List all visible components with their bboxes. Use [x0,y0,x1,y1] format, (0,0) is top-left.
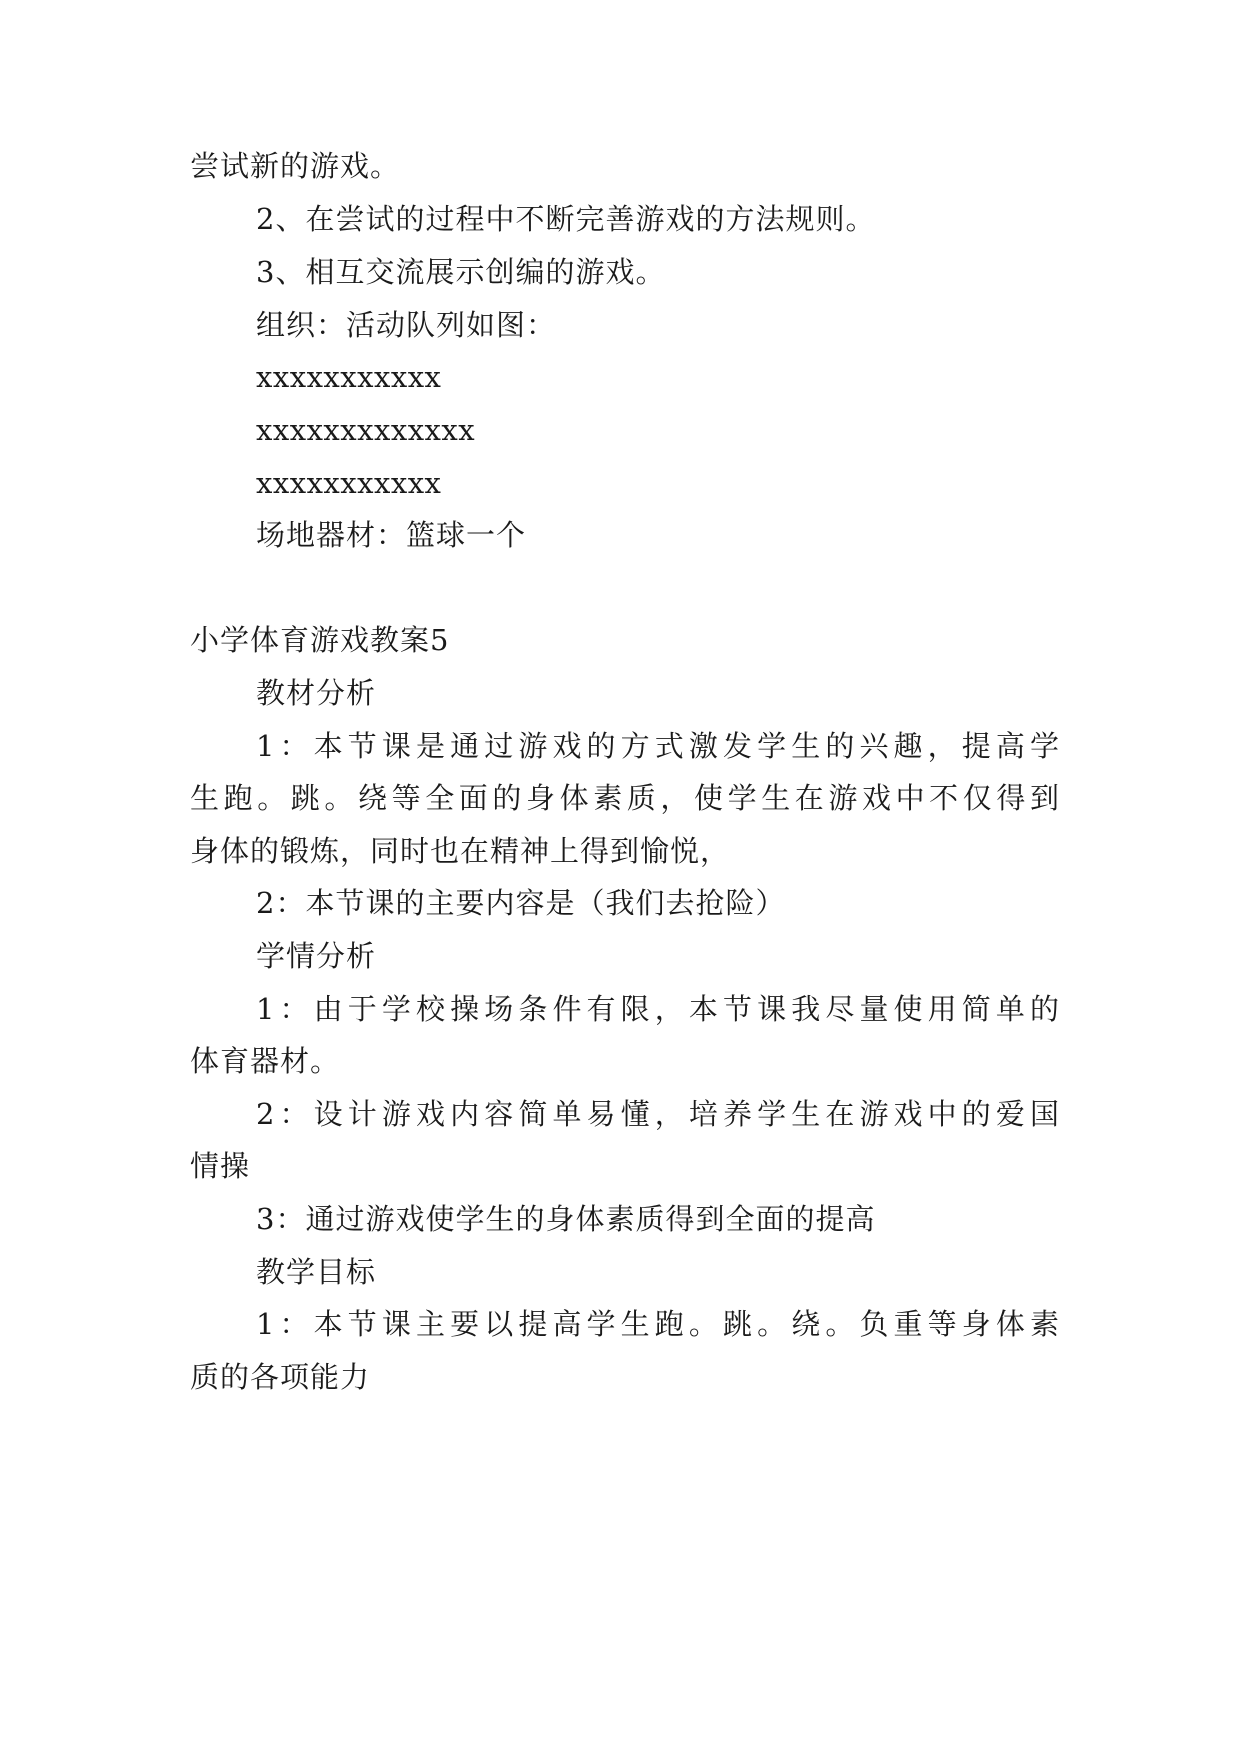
text-line: 3：通过游戏使学生的身体素质得到全面的提高 [256,1202,876,1236]
section-title: 小学体育游戏教案5 [190,623,450,657]
text-line: 体育器材。 [190,1044,341,1078]
text-line: 组织：活动队列如图： [256,308,557,342]
subsection-heading: 学情分析 [256,939,377,973]
text-line: 尝试新的游戏。 [190,149,401,183]
text-line: 场地器材：篮球一个 [256,518,527,552]
text-line: 1：本节课是通过游戏的方式激发学生的兴趣，提高学 [256,729,1060,763]
text-line: 1：由于学校操场条件有限，本节课我尽量使用简单的 [256,992,1060,1026]
text-line: 2：本节课的主要内容是（我们去抢险） [256,886,786,920]
text-line: 情操 [190,1149,251,1183]
text-line: 生跑。跳。绕等全面的身体素质，使学生在游戏中不仅得到 [190,781,1060,815]
text-line: 3、相互交流展示创编的游戏。 [256,255,666,289]
formation-row: xxxxxxxxxxx [256,360,442,394]
text-line: 2：设计游戏内容简单易懂，培养学生在游戏中的爱国 [256,1097,1060,1131]
subsection-heading: 教材分析 [256,676,377,710]
formation-row: xxxxxxxxxxxxx [256,413,476,447]
text-line: 1：本节课主要以提高学生跑。跳。绕。负重等身体素 [256,1307,1060,1341]
text-line: 质的各项能力 [190,1360,371,1394]
formation-row: xxxxxxxxxxx [256,466,442,500]
subsection-heading: 教学目标 [256,1255,377,1289]
text-line: 2、在尝试的过程中不断完善游戏的方法规则。 [256,202,876,236]
text-line: 身体的锻炼，同时也在精神上得到愉悦， [190,834,731,868]
